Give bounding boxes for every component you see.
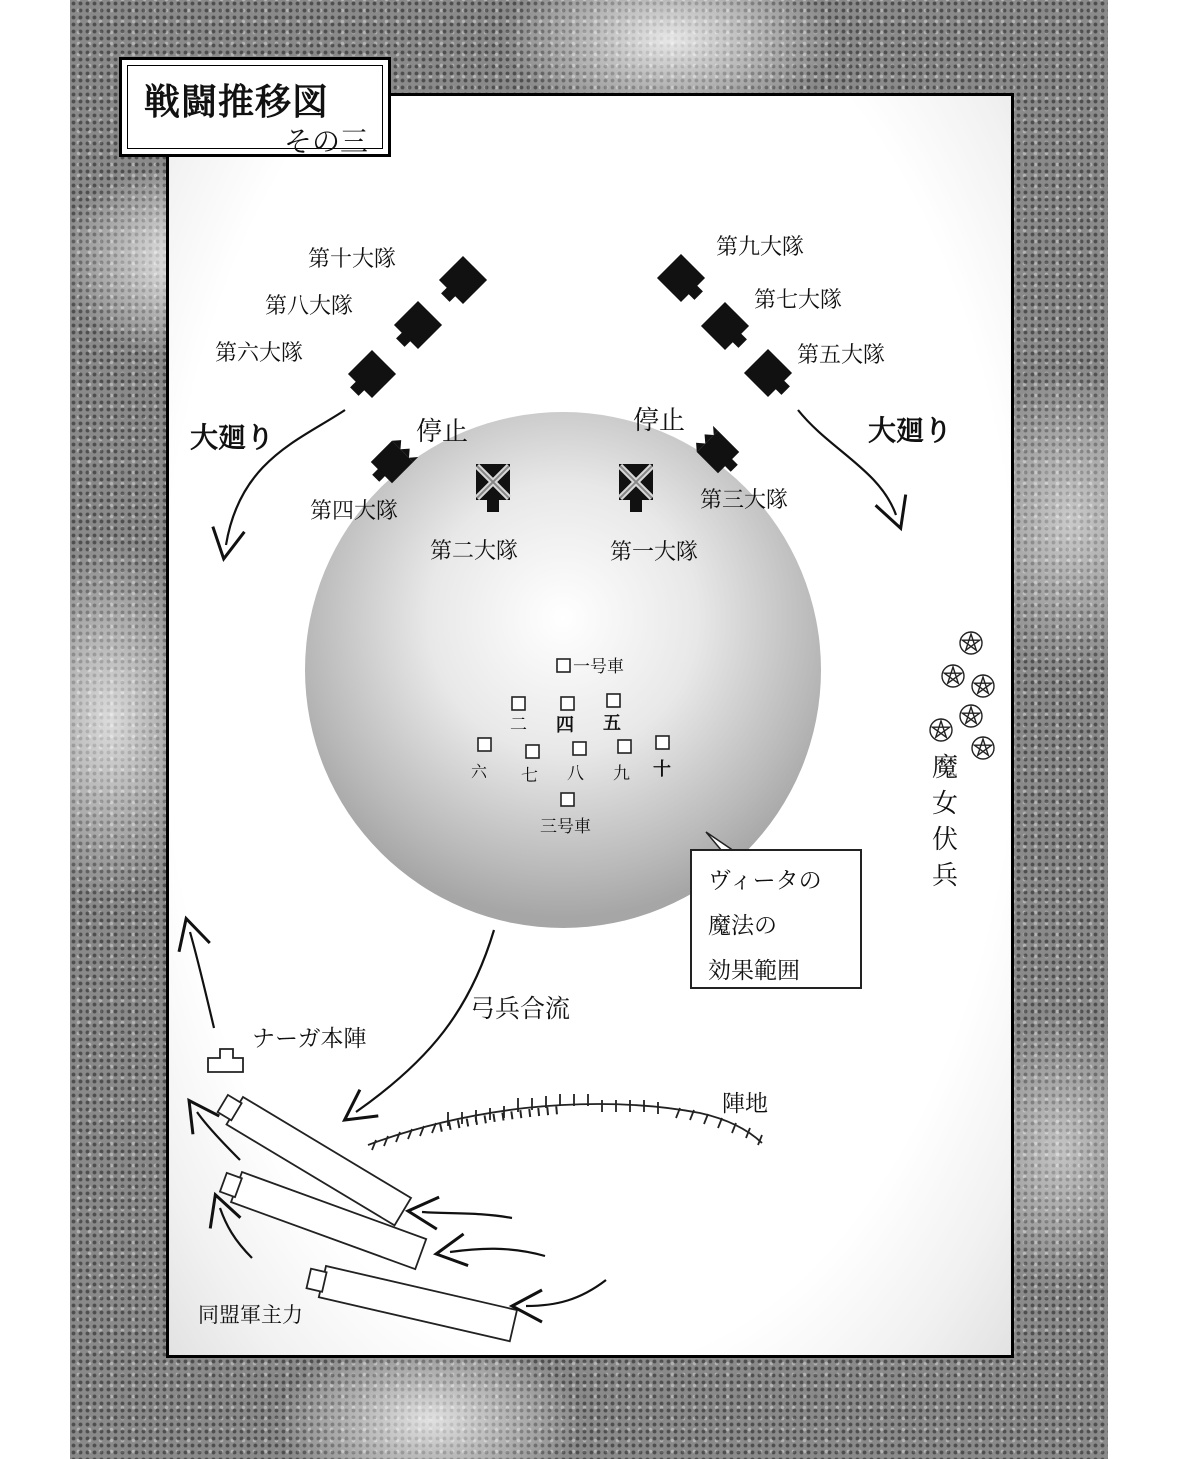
naga-hq-marker — [208, 1049, 243, 1072]
wagon-label-7: 七 — [521, 766, 538, 786]
unit-label-fourth: 第四大隊 — [310, 499, 399, 524]
witch-ambush-label — [930, 750, 960, 894]
unit-marker-fifth — [744, 349, 798, 403]
wagon-label-6: 六 — [471, 762, 488, 781]
witch-label-char: 魔 — [931, 753, 958, 783]
maneuver-label-halt-right: 停止 — [633, 406, 686, 436]
unit-marker-sixth — [342, 350, 396, 404]
witch-label-char: 女 — [931, 789, 958, 819]
unit-label-third: 第三大隊 — [700, 488, 789, 513]
wagon-label-10: 十 — [653, 759, 671, 780]
unit-label-eighth: 第八大隊 — [265, 294, 354, 319]
wagon-label-5: 五 — [603, 713, 621, 734]
magic-range-callout — [690, 849, 862, 989]
camp-label: 陣地 — [722, 1091, 768, 1117]
unit-marker-ninth — [657, 254, 711, 308]
maneuver-label-halt-left: 停止 — [416, 417, 469, 447]
advance-arrows-left — [190, 932, 252, 1258]
title-box — [119, 57, 391, 157]
unit-label-fifth: 第五大隊 — [797, 343, 886, 368]
unit-marker-eighth — [388, 301, 442, 355]
camp-earthworks — [368, 1094, 762, 1150]
unit-label-second: 第二大隊 — [430, 539, 519, 564]
naga-hq-label: ナーガ本陣 — [252, 1026, 367, 1052]
unit-marker-seventh — [701, 302, 755, 356]
unit-label-ninth: 第九大隊 — [716, 235, 805, 260]
wagon-label-8: 八 — [567, 764, 584, 784]
witch-label-char: 伏 — [931, 825, 958, 855]
witch-marker-group — [930, 632, 994, 759]
allied-main-label: 同盟軍主力 — [198, 1303, 303, 1327]
wagon-label-3: 三号車 — [540, 817, 591, 837]
callout-line-3: 効果範囲 — [708, 958, 800, 984]
wagon-label-4: 四 — [556, 715, 574, 736]
unit-label-first: 第一大隊 — [610, 540, 699, 565]
title-inner-border — [127, 65, 383, 158]
wagon-label-2: 二 — [510, 715, 527, 735]
maneuver-label-flank-right: 大廻り — [868, 414, 953, 447]
unit-label-sixth: 第六大隊 — [215, 341, 304, 366]
wagon-label-1: 一号車 — [573, 657, 624, 677]
callout-line-2: 魔法の — [708, 913, 777, 939]
callout-line-1: ヴィータの — [708, 868, 822, 894]
wagon-label-9: 九 — [613, 764, 630, 784]
advance-arrows-right — [422, 1212, 606, 1306]
unit-label-seventh: 第七大隊 — [754, 288, 843, 313]
unit-marker-tenth — [433, 256, 487, 310]
archers-merge-label: 弓兵合流 — [470, 994, 571, 1023]
page-subtitle: その三 — [283, 125, 368, 158]
maneuver-label-flank-left: 大廻り — [190, 421, 275, 454]
page-title: 戦闘推移図 — [144, 82, 330, 123]
witch-label-char: 兵 — [931, 861, 958, 891]
unit-label-tenth: 第十大隊 — [308, 247, 397, 272]
